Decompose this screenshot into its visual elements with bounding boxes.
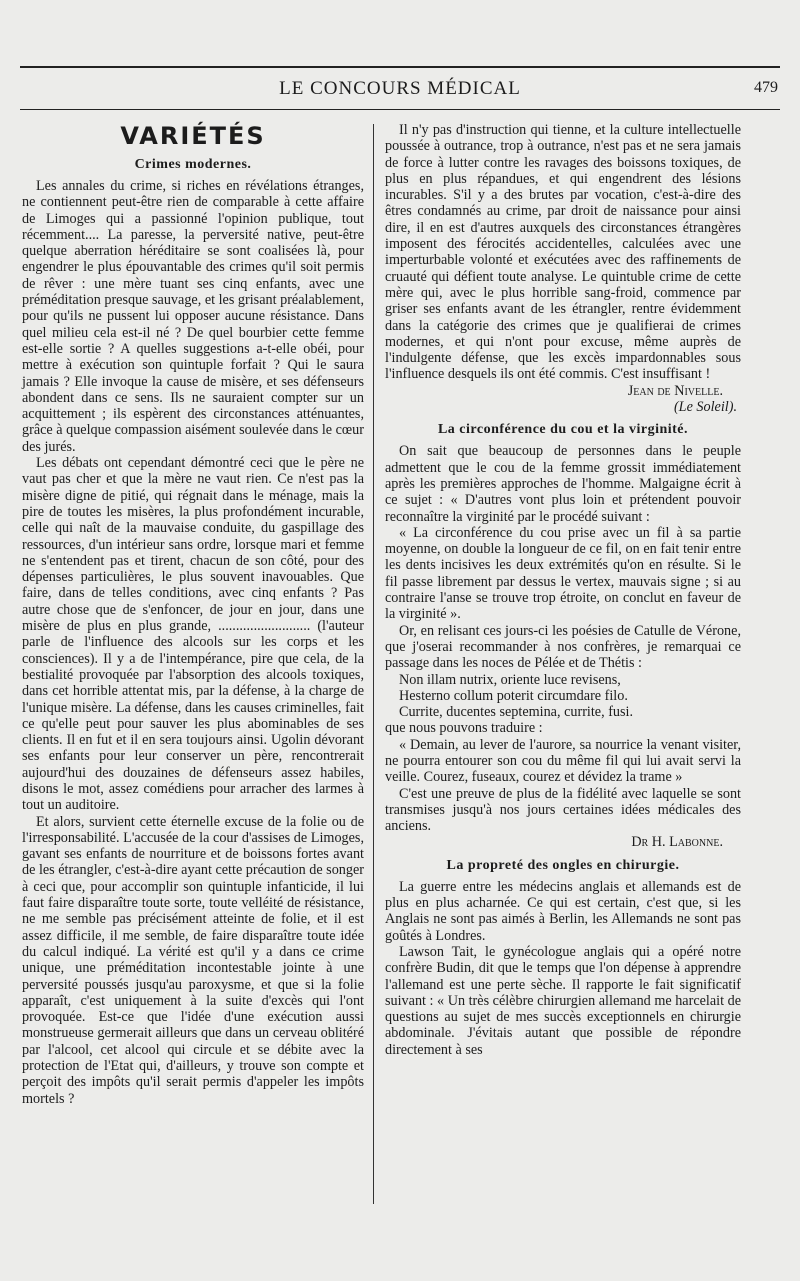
author-signature: Jean de Nivelle. — [627, 382, 723, 399]
article-paragraph: On sait que beaucoup de personnes dans le peuple admettent que le cou de la femme grossit immédiatement après les premières approches de l'homme. Malgaigne écrit à ce sujet : « D'autres vont plus loin et prétendent pouvoir reconnaître la virginité par le procédé suivant : — [385, 443, 741, 525]
article-paragraph: que nous pouvons traduire : — [385, 720, 543, 737]
article-paragraph: « La circonférence du cou prise avec un fil à sa partie moyenne, on double la longueur de ce fil, on en fait tenir entre les dents incisives les deux extrémités qu'on en résulte. Si le fil passe librement par dessus le vertex, mauvais signe ; si au contraire l'anse se trouve trop étroite, on conclut en faveur de la virginité ». — [385, 524, 741, 623]
section-title: VARIÉTÉS — [120, 122, 266, 150]
header-bottom-rule — [20, 109, 780, 110]
article-paragraph: Or, en relisant ces jours-ci les poésies de Catulle de Vérone, que j'oserai recommander à nos confrères, je remarquai ce passage dans les noces de Pélée et de Thétis : — [385, 622, 741, 672]
article-title-crimes: Crimes modernes. — [134, 157, 252, 172]
article-paragraph: Et alors, survient cette éternelle excuse de la folie ou de l'irresponsabilité. L'accusée de la cour d'assises de Limoges, gavant ses enfants de nourriture et de boissons fortes avant de les étrangler, c'est-à-dire ayant cette précaution de songer à ceci que, pour accomplir son quintuple infanticide, il lui faut faire disparaître toute sorte, toute velléité de résistance, ne me semble pas précisément atteinte de folie, et il est assez difficile, il me semble, de faire disparaître toute idée du calcul indiqué. La vérité est qu'il y a dans ce crime unique, une préméditation incontestable jointe à une perversité poussés jusqu'au paroxysme, et que si la folie apparaît, c'est uniquement à la suite d'excès qui l'ont provoquée. Est-ce que l'idée d'une exécution aussi monstrueuse germerait ailleurs que dans un cerveau oblitéré par l'alcool, cet alcool qui circule et se débite avec la protection de l'Etat qui, d'ailleurs, y trouve son compte et perçoit des impôts qu'il serait permis d'appeler les impôts mortels ? — [22, 813, 364, 1107]
article-source: (Le Soleil). — [673, 399, 737, 416]
right-column — [385, 122, 741, 1058]
article-paragraph: Lawson Tait, le gynécologue anglais qui a opéré notre confrère Budin, dit que le temps que l'on dépense à apprendre l'allemand est une perte sèche. Il rapporte le fait significatif suivant : « Un très célèbre chirurgien allemand me harcelait de questions au sujet de mes succès exceptionnels en chirurgie abdominale. J'évitais autant que possible de répondre directement à ses — [385, 943, 741, 1058]
page-number: 479 — [754, 79, 778, 96]
column-divider — [373, 124, 374, 1204]
article-title-nails: La propreté des ongles en chirurgie. — [446, 857, 680, 873]
page-header — [20, 76, 780, 102]
verse-line: Hesterno collum poterit circumdare filo. — [399, 687, 628, 704]
article-paragraph: Il n'y pas d'instruction qui tienne, et la culture intellectuelle poussée à outrance, trop à outrance, n'est pas et ne sera jamais de force à lutter contre les ravages des boissons toxiques, de plus en plus répandues, et qui engendrent des lésions incurables. S'il y a des brutes par vocation, c'est-à-dire des êtres condamnés au crime, par droit de naissance pour ainsi dire, il en est d'autres auxquels des circonstances étrangères imposent des férocités accidentelles, calculées avec une imperturbable volonté et exécutées avec des raffinements de cruauté qui défient toute analyse. Le quintuble crime de cette mère qui, avec le plus horrible sang-froid, commence par griser ses enfants avant de les étrangler, rentre évidemment dans la catégorie des crimes que je qualifierai de crimes modernes, et qui n'ont pour excuse, même auprès de l'indulgente défense, que les excès impardonnables sous l'influence desquels ils ont été commis. C'est insuffisant ! — [385, 122, 741, 383]
left-column — [22, 122, 364, 1107]
journal-title: LE CONCOURS MÉDICAL — [279, 78, 521, 99]
latin-verse — [385, 672, 741, 721]
verse-line: Currite, ducentes septemina, currite, fusi. — [399, 704, 634, 721]
article-paragraph: La guerre entre les médecins anglais et allemands est de plus en plus acharnée. Ce qui est certain, c'est que, si les Anglais ne sont pas aimés à Berlin, les Allemands ne sont pas goûtés à Londres. — [385, 878, 741, 944]
article-paragraph: « Demain, au lever de l'aurore, sa nourrice la venant visiter, ne pourra entourer son cou du même fil qui lui avait servi la veille. Courez, fuseaux, courez et dévidez la trame » — [385, 736, 741, 786]
article-paragraph: Les annales du crime, si riches en révélations étranges, ne contiennent peut-être rien de comparable à cette affaire de Limoges qui a passionné l'opinion publique, tout récemment.... La paresse, la perversité native, peut-être quelque aberration héréditaire se sont coalisées là, pour engendrer le plus épouvantable des crimes qu'il soit permis de rêver : une mère tuant ses cinq enfants, avec une préméditation presque sauvage, et les grisant préalablement, pour qu'ils ne pussent lui opposer aucune résistance. Dans quel milieu cela est-il né ? De quel bourbier cette femme est-elle sortie ? A quelles suggestions a-t-elle obéi, pour mettre à exécution son quintuple forfait ? Qui le saura jamais ? Elle invoque la cause de misère, et ses défenseurs abondent dans ce sens. Ils ne sauraient compter sur un acquittement ; ils espèrent des circonstances atténuantes, grâce à quelque compassion aisément soulevée dans le cœur des jurés. — [22, 178, 364, 455]
article-paragraph: Les débats ont cependant démontré ceci que le père ne vaut pas cher et que la mère ne vaut rien. Ce n'est pas la misère digne de pitié, qui régnait dans le ménage, mais la pire de toutes les misères, la plus profondément incurable, celle qui naît de la mauvaise conduite, du gaspillage des ressources, d'un intérieur sans ordre, lorsque mari et femme ne s'entendent pas et tirent, chacun de son côté, pour des dépenses particulières, le plus souvent inavouables. Que faire, dans de telles conditions, avec cinq enfants ? Pas autre chose que de s'enfoncer, de jour en jour, dans une misère de plus en plus grande, .......................... (l'auteur parle de l'influence des alcools sur les corps et les consciences). Il y a de l'intempérance, pire que cela, de la bestialité provoquée par l'absorption des alcools toxiques, dans cet horrible attentat mis, par la défense, à la charge de l'unique misère. La défense, dans les causes criminelles, fait ce qu'elle peut pour sauver les plus abominables de ses clients. Il en fut et il en sera toujours ainsi. Ugolin dévorant ses enfants pour leur conserver un père, rencontrerait aujourd'hui des douzaines de défenseurs assez habiles, disons le mot, assez comédiens pour arracher des larmes à tout un auditoire. — [22, 455, 364, 814]
verse-line: Non illam nutrix, oriente luce revisens, — [399, 671, 621, 688]
article-title-circumference: La circonférence du cou et la virginité. — [437, 422, 689, 438]
article-paragraph: C'est une preuve de plus de la fidélité avec laquelle se sont transmises jusqu'à nos jours certaines idées médicales des anciens. — [385, 785, 741, 835]
header-top-rule — [20, 66, 780, 68]
author-signature: Dr H. Labonne. — [631, 834, 723, 851]
